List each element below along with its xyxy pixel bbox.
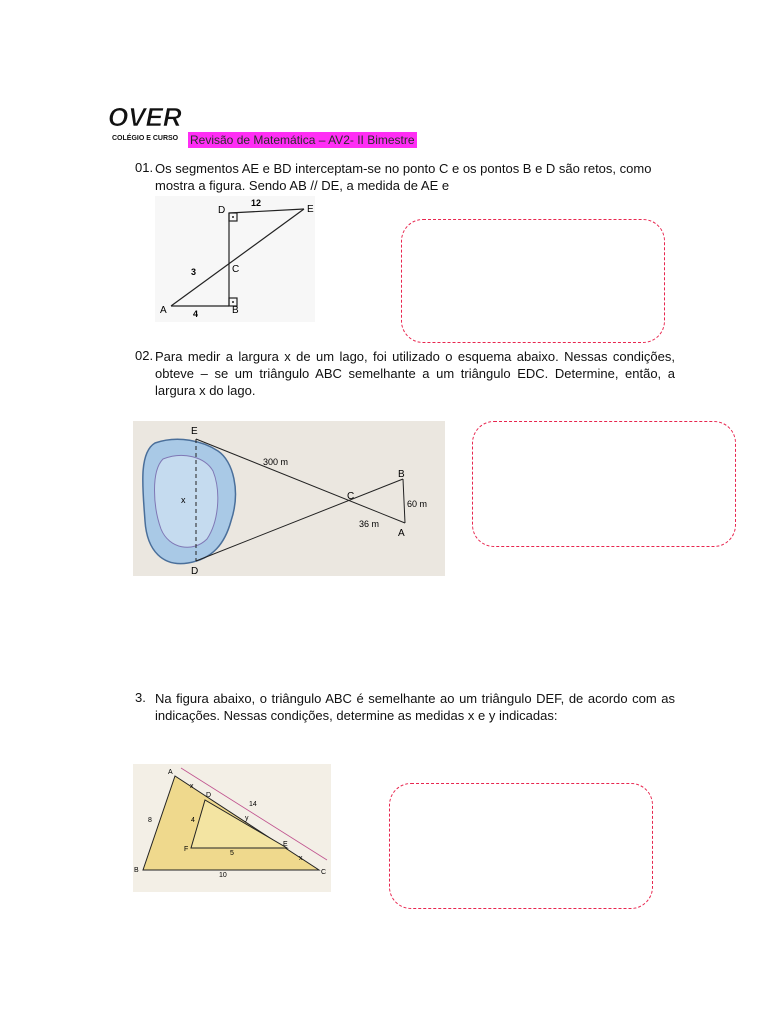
label-d: D xyxy=(206,792,212,799)
q2-number: 02. xyxy=(135,348,154,363)
q1-figure xyxy=(155,196,315,322)
length-ec: 300 m xyxy=(263,457,289,467)
answer-box-q3[interactable] xyxy=(389,783,653,909)
label-c: C xyxy=(347,491,355,502)
answer-box-q1[interactable] xyxy=(401,219,665,343)
length-ab: 4 xyxy=(193,309,199,319)
label-e: E xyxy=(191,426,198,437)
q2-text: Para medir a largura x de um lago, foi utilizado o esquema abaixo. Nessas condições, obteve – se um triângulo ABC semelhante a um triângulo EDC. Determine, então, a largura x do lago. xyxy=(155,349,675,398)
label-a: A xyxy=(168,769,173,776)
label-b: B xyxy=(398,469,405,480)
length-ab: 8 xyxy=(148,817,152,824)
label-c: C xyxy=(321,869,327,876)
logo-sub-text: COLÉGIO E CURSO xyxy=(112,135,179,142)
q3-figure xyxy=(133,764,331,892)
page-title: Revisão de Matemática – AV2- II Bimestre xyxy=(190,133,415,147)
label-d: D xyxy=(191,566,199,577)
length-ec: x xyxy=(299,855,303,862)
q1-number: 01. xyxy=(135,160,154,175)
label-e: E xyxy=(283,841,288,848)
label-d: D xyxy=(218,205,226,216)
label-a: A xyxy=(398,528,405,539)
label-x: x xyxy=(181,495,186,505)
length-df: 4 xyxy=(191,817,195,824)
length-de: y xyxy=(245,815,249,822)
logo-main-text: OVER xyxy=(108,102,182,132)
label-a: A xyxy=(160,305,167,316)
label-c: C xyxy=(232,264,240,275)
length-de: 12 xyxy=(251,198,262,208)
label-b: B xyxy=(134,867,139,874)
q3-number: 3. xyxy=(135,690,146,705)
label-e: E xyxy=(307,204,314,215)
q2-figure xyxy=(133,421,445,576)
q3-text: Na figura abaixo, o triângulo ABC é semelhante ao um triângulo DEF, de acordo com as indicações. Nessas condições, determine as medidas x e y indicadas: xyxy=(155,691,675,723)
length-fe: 5 xyxy=(230,850,234,857)
length-ab: 60 m xyxy=(407,499,428,509)
length-bc: 10 xyxy=(219,872,227,879)
q1-text: Os segmentos AE e BD interceptam-se no ponto C e os pontos B e D são retos, como mostra a figura. Sendo AB // DE, a medida de AE e xyxy=(155,161,652,193)
length-ad: x xyxy=(190,783,194,790)
label-b: B xyxy=(232,305,239,316)
length-ca: 36 m xyxy=(359,519,380,529)
label-f: F xyxy=(184,846,189,853)
school-logo xyxy=(106,96,182,146)
length-ac: 3 xyxy=(191,267,197,277)
length-ac: 14 xyxy=(249,801,257,808)
answer-box-q2[interactable] xyxy=(472,421,736,547)
